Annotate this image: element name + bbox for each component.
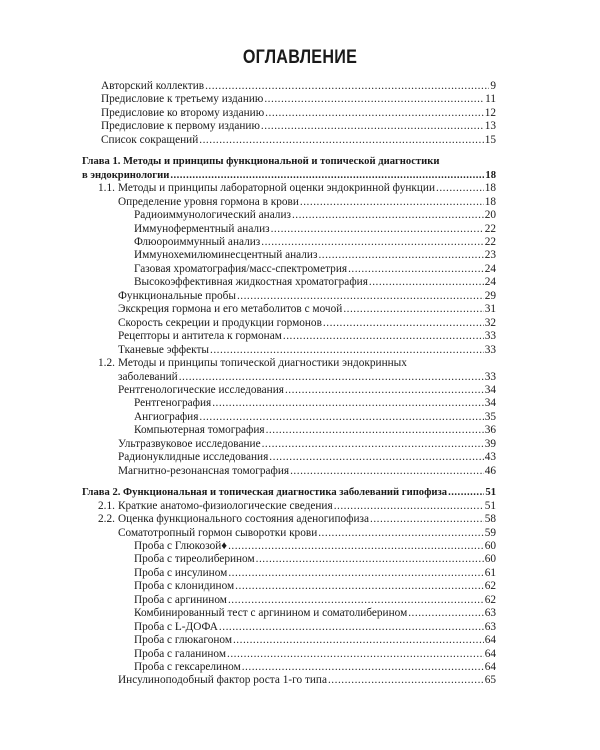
page-number: 18 <box>485 169 496 181</box>
toc-entry-title: Проба с L-ДОФА <box>134 620 218 633</box>
toc-entry-title: Проба с аргинином <box>134 593 227 606</box>
page-number: 13 <box>484 120 496 133</box>
toc-entry[interactable] <box>82 236 496 249</box>
section-number: 1.1. <box>98 182 115 195</box>
toc-entry-title: Проба с глюкагоном <box>134 634 232 647</box>
toc-entry-title: в эндокринологии <box>82 169 170 181</box>
toc-entry-title: Ультразвуковое исследование <box>118 437 261 450</box>
toc-entry-title: Методы и принципы лабораторной оценки эндокринной функции <box>118 182 436 195</box>
toc-entry-text-wrap <box>101 134 198 147</box>
toc-entry-title: Проба с галанином <box>134 647 226 660</box>
toc-entry-text-wrap <box>134 249 317 262</box>
toc-entry[interactable] <box>82 648 496 661</box>
dot-leader <box>261 120 484 133</box>
dot-leader <box>343 303 483 316</box>
toc-entry-text-wrap <box>134 397 211 410</box>
toc-entry[interactable] <box>82 621 496 634</box>
toc-entry[interactable] <box>82 223 496 236</box>
toc-entry-text-wrap <box>118 317 322 330</box>
toc-entry-title: Магнитно-резонансная томография <box>118 464 290 477</box>
toc-entry[interactable] <box>82 553 496 566</box>
page-number: 33 <box>484 343 496 356</box>
toc-entry-title: Иммунохемилюминесцентный анализ <box>134 249 318 262</box>
toc-entry-text-wrap <box>134 553 255 566</box>
page-number: 65 <box>484 674 496 687</box>
page-number: 60 <box>484 539 496 552</box>
page-number: 46 <box>484 464 496 477</box>
toc-entry-text-wrap <box>118 344 209 357</box>
dot-leader <box>219 621 484 634</box>
page-number: 9 <box>490 80 496 92</box>
page-number: 23 <box>484 249 496 262</box>
toc-entry-text-wrap <box>118 465 289 478</box>
dot-leader <box>436 182 484 195</box>
toc-entry-title: Скорость секреции и продукции гормонов <box>118 316 322 329</box>
toc-entry-title: Проба с тиреолиберином <box>134 553 255 566</box>
toc-entry-text-wrap <box>134 634 232 647</box>
dot-leader <box>271 223 484 236</box>
toc-entry-text-wrap <box>118 330 282 343</box>
toc-entry-title: Глава 1. Методы и принципы функциональной и топической диагностики <box>82 156 440 168</box>
toc-entry[interactable] <box>82 196 496 209</box>
toc-entry[interactable] <box>82 513 496 526</box>
toc-entry[interactable] <box>82 486 496 499</box>
toc-entry-text-wrap <box>82 486 447 499</box>
toc-entry-text-wrap <box>134 661 241 674</box>
toc-entry-title: Предисловие к первому изданию <box>101 120 260 133</box>
page-number: 24 <box>484 262 496 275</box>
toc-entry-text-wrap <box>134 567 227 580</box>
toc-entry[interactable] <box>82 276 496 289</box>
toc-entry-text-wrap <box>118 196 299 209</box>
dot-leader <box>265 107 484 120</box>
dot-leader <box>205 80 489 93</box>
toc-entry[interactable] <box>82 411 496 424</box>
toc-entry-title: Проба с инсулином <box>134 566 228 579</box>
toc-entry-text-wrap <box>101 107 264 120</box>
section-number: 2.1. <box>98 499 115 512</box>
dot-leader <box>179 371 484 384</box>
dot-leader <box>242 661 484 674</box>
page-number: 11 <box>485 93 496 106</box>
page-number: 22 <box>484 222 496 235</box>
toc-entry[interactable] <box>82 580 496 593</box>
toc-entry[interactable] <box>82 120 496 133</box>
toc-entry-title: Предисловие к третьему изданию <box>101 93 264 106</box>
page-number: 15 <box>484 133 496 146</box>
toc-entry[interactable] <box>82 465 496 478</box>
toc-entry[interactable] <box>82 169 496 182</box>
toc-entry-text-wrap <box>82 169 169 182</box>
toc-entry[interactable] <box>82 107 496 120</box>
dot-leader <box>261 236 483 249</box>
dot-leader <box>283 330 484 343</box>
dot-leader <box>448 486 484 499</box>
toc-entry-title: Рентгенография <box>134 397 212 410</box>
toc-entry-title: Проба с гексарелином <box>134 661 241 674</box>
dot-leader <box>264 93 484 106</box>
toc-entry[interactable] <box>82 263 496 276</box>
dot-leader <box>210 344 484 357</box>
toc-entry[interactable] <box>82 209 496 222</box>
page-number: 34 <box>484 397 496 410</box>
dot-leader <box>334 500 484 513</box>
dot-leader <box>212 397 484 410</box>
page-number: 12 <box>484 106 496 119</box>
dot-leader <box>256 553 484 566</box>
toc-entry-title: Рецепторы и антитела к гормонам <box>118 330 282 343</box>
toc-entry[interactable] <box>82 594 496 607</box>
page-number: 39 <box>484 437 496 450</box>
toc-entry[interactable] <box>82 634 496 647</box>
toc-entry[interactable] <box>82 134 496 147</box>
toc-entry[interactable] <box>82 290 496 303</box>
toc-entry-title: Радионуклидные исследования <box>118 451 269 464</box>
toc-entry[interactable] <box>82 500 496 513</box>
toc-entry-text-wrap <box>118 527 317 540</box>
dot-leader <box>228 567 483 580</box>
toc-entry-title: Комбинированный тест с аргинином и соматолиберином <box>134 607 408 620</box>
toc-entry-text-wrap <box>98 500 333 513</box>
toc-entry-text-wrap <box>134 223 270 236</box>
page-number: 64 <box>484 647 496 660</box>
toc-entry-text-wrap <box>98 182 435 195</box>
page-number: 22 <box>484 235 496 248</box>
dot-leader <box>370 513 484 526</box>
page-number: 64 <box>484 634 496 647</box>
toc-entry-text-wrap <box>101 80 204 93</box>
toc-entry[interactable] <box>82 661 496 674</box>
toc-entry-text-wrap <box>134 580 234 593</box>
toc-entry[interactable] <box>82 155 496 168</box>
toc-entry-text-wrap <box>134 648 226 661</box>
toc-entry-title: Предисловие ко второму изданию <box>101 106 265 119</box>
page-number: 61 <box>484 566 496 579</box>
toc-entry-text-wrap <box>134 276 368 289</box>
toc-entry-text-wrap <box>118 674 327 687</box>
toc-entry[interactable] <box>82 249 496 262</box>
dot-leader <box>227 648 484 661</box>
dot-leader <box>266 424 484 437</box>
toc-entry[interactable] <box>82 540 496 553</box>
toc-entry-text-wrap <box>134 209 291 222</box>
page-number: 31 <box>484 303 496 316</box>
toc-entry[interactable] <box>82 384 496 397</box>
toc-entry-text-wrap <box>101 120 260 133</box>
dot-leader <box>348 263 484 276</box>
toc-entry-text-wrap <box>118 290 236 303</box>
chapter-gap <box>82 478 496 486</box>
toc-entry[interactable] <box>82 527 496 540</box>
page-number: 62 <box>484 580 496 593</box>
toc-entry[interactable] <box>82 357 496 370</box>
toc-entry-title: Иммуноферментный анализ <box>134 222 270 235</box>
toc-entry-text-wrap <box>98 357 407 370</box>
toc-entry-text-wrap <box>118 451 268 464</box>
dot-leader <box>170 169 484 182</box>
dot-leader <box>318 249 483 262</box>
toc-entry-title: заболеваний <box>118 370 178 383</box>
toc-entry-title: Газовая хроматография/масс-спектрометрия <box>134 262 348 275</box>
dot-leader <box>199 411 483 424</box>
toc-entry-text-wrap <box>134 236 260 249</box>
dot-leader <box>369 276 484 289</box>
page-number: 43 <box>484 451 496 464</box>
toc-entry-title: Методы и принципы топической диагностики эндокринных <box>118 357 407 370</box>
page-number: 36 <box>484 424 496 437</box>
toc-entry[interactable] <box>82 344 496 357</box>
toc-entry-title: Авторский коллектив <box>101 80 205 92</box>
toc-entry[interactable] <box>82 303 496 316</box>
toc-entry[interactable] <box>82 567 496 580</box>
toc-entry[interactable] <box>82 607 496 620</box>
dot-leader <box>237 290 484 303</box>
dot-leader <box>199 134 483 147</box>
toc-entry-title: Высокоэффективная жидкостная хроматография <box>134 276 368 289</box>
toc-entry-text-wrap <box>82 155 439 168</box>
toc-entry-text-wrap <box>134 540 227 553</box>
toc-entry-title: Экскреция гормона и его метаболитов с мочой <box>118 303 343 316</box>
toc-entry[interactable] <box>82 330 496 343</box>
dot-leader <box>318 527 483 540</box>
toc-entry[interactable] <box>82 371 496 384</box>
toc-entry[interactable] <box>82 451 496 464</box>
chapter-gap <box>82 147 496 155</box>
toc-entry-title: Функциональные пробы <box>118 289 236 302</box>
toc-entry-text-wrap <box>134 607 407 620</box>
toc-entry-title: Ангиография <box>134 410 199 423</box>
page-number: 33 <box>484 330 496 343</box>
toc-entry-text-wrap <box>134 263 347 276</box>
dot-leader <box>285 384 484 397</box>
page-number: 51 <box>485 487 496 499</box>
dot-leader <box>300 196 484 209</box>
dot-leader <box>328 674 484 687</box>
page-number: 59 <box>484 526 496 539</box>
dot-leader <box>262 438 484 451</box>
toc-entry-title: Тканевые эффекты <box>118 343 210 356</box>
page-number: 32 <box>484 316 496 329</box>
toc-entry-title: Инсулиноподобный фактор роста 1-го типа <box>118 674 327 687</box>
page-number: 51 <box>484 499 496 512</box>
page-number: 63 <box>484 607 496 620</box>
toc-entry-title: Радиоиммунологический анализ <box>134 209 291 222</box>
page-number: 18 <box>484 182 496 195</box>
toc-entry-text-wrap <box>134 621 218 634</box>
toc-entry[interactable] <box>82 93 496 106</box>
toc-entry-text-wrap <box>118 384 284 397</box>
toc-entry-title: Определение уровня гормона в крови <box>118 195 299 208</box>
toc-entry-title: Проба с Глюкозой♦ <box>134 539 228 552</box>
toc-entry-title: Краткие анатомо-физиологические сведения <box>118 499 333 512</box>
dot-leader <box>228 540 484 553</box>
toc-entry-text-wrap <box>98 513 369 526</box>
page-number: 18 <box>484 195 496 208</box>
dot-leader <box>228 594 484 607</box>
toc-entry-title: Соматотропный гормон сыворотки крови <box>118 526 318 539</box>
page-number: 33 <box>484 370 496 383</box>
page-number: 34 <box>484 383 496 396</box>
page-number: 63 <box>484 620 496 633</box>
toc-entry-title: Проба с клонидином <box>134 580 235 593</box>
section-number: 1.2. <box>98 357 115 370</box>
toc-entry[interactable] <box>82 317 496 330</box>
page-number: 20 <box>484 209 496 222</box>
toc-entry-text-wrap <box>118 438 261 451</box>
toc-entry-title: Список сокращений <box>101 133 199 146</box>
table-of-contents <box>82 80 496 688</box>
toc-entry[interactable] <box>82 674 496 687</box>
toc-entry-text-wrap <box>101 93 263 106</box>
toc-entry[interactable] <box>82 80 496 93</box>
toc-entry-title: Глава 2. Функциональная и топическая диагностика заболеваний гипофиза <box>82 487 448 499</box>
toc-entry[interactable] <box>82 397 496 410</box>
page-number: 58 <box>484 513 496 526</box>
toc-entry-text-wrap <box>118 371 178 384</box>
toc-entry[interactable] <box>82 424 496 437</box>
dot-leader <box>235 580 484 593</box>
toc-entry[interactable] <box>82 182 496 195</box>
dot-leader <box>233 634 484 647</box>
toc-entry-text-wrap <box>134 411 198 424</box>
page-number: 60 <box>484 553 496 566</box>
toc-entry-title: Флюороиммунный анализ <box>134 235 261 248</box>
page-number: 24 <box>484 276 496 289</box>
dot-leader <box>290 465 484 478</box>
dot-leader <box>408 607 483 620</box>
toc-entry-text-wrap <box>134 424 265 437</box>
page-number: 35 <box>484 410 496 423</box>
dot-leader <box>323 317 484 330</box>
toc-entry-text-wrap <box>118 303 342 316</box>
section-number: 2.2. <box>98 513 115 526</box>
page-number: 64 <box>484 661 496 674</box>
toc-entry-title: Рентгенологические исследования <box>118 383 284 396</box>
page-number: 62 <box>484 593 496 606</box>
toc-entry[interactable] <box>82 438 496 451</box>
page-number: 29 <box>484 289 496 302</box>
toc-entry-title: Оценка функционального состояния аденогипофиза <box>118 513 370 526</box>
toc-entry-text-wrap <box>134 594 227 607</box>
dot-leader <box>292 209 484 222</box>
toc-entry-title: Компьютерная томография <box>134 424 265 437</box>
page-title: ОГЛАВЛЕНИЕ <box>242 47 358 68</box>
dot-leader <box>269 451 483 464</box>
